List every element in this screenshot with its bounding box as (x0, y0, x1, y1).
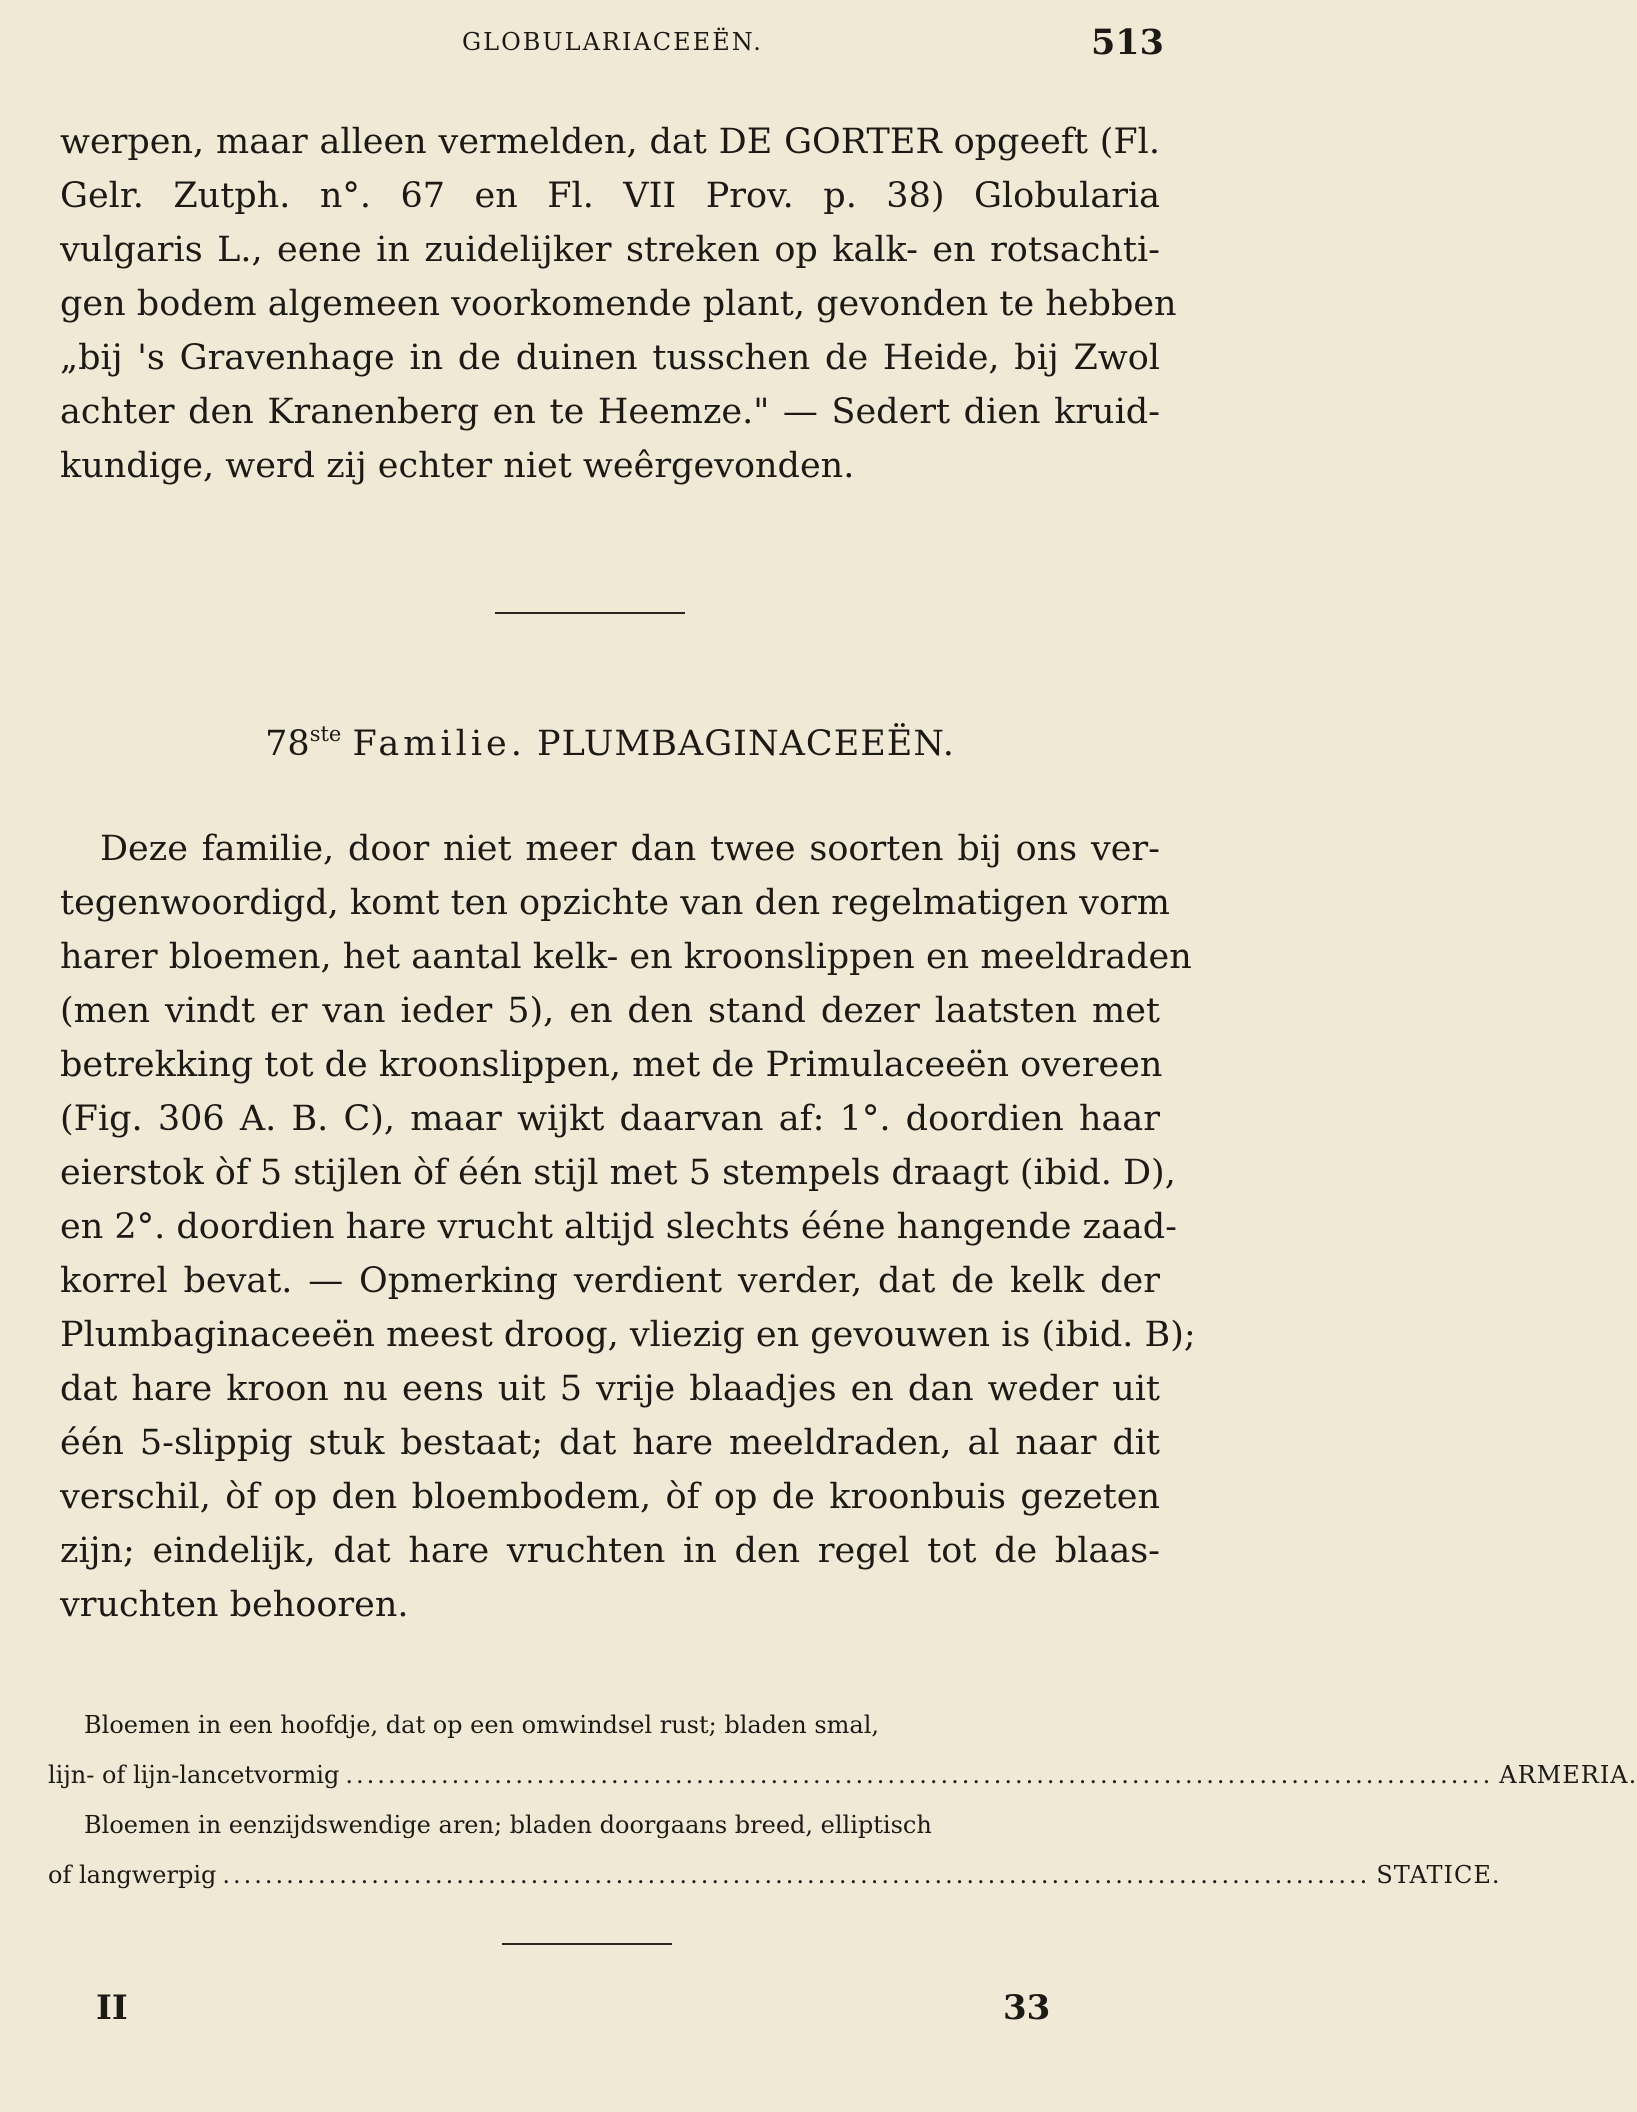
paragraph-line: achter den Kranenberg en te Heemze." — Sedert dien kruid- (60, 392, 1160, 432)
key-entry-statice-description: Bloemen in eenzijdswendige aren; bladen doorgaans breed, elliptisch (84, 1811, 932, 1839)
genus-key (48, 1700, 1637, 1900)
paragraph-line: zijn; eindelijk, dat hare vruchten in den regel tot de blaas- (60, 1531, 1160, 1571)
family-number: 78 (265, 724, 310, 764)
paragraph-globularia (60, 115, 1177, 493)
genus-armeria: ARMERIA. (1499, 1761, 1637, 1789)
dot-leader: ............................................................................................................ (345, 1761, 1494, 1789)
paragraph-line: eierstok òf 5 stijlen òf één stijl met 5 stempels draagt (ibid. D), (60, 1153, 1176, 1193)
paragraph-plumbaginaceae (60, 822, 1196, 1632)
key-entry-statice-continuation: of langwerpig (48, 1861, 217, 1889)
paragraph-line: vruchten behooren. (60, 1585, 409, 1625)
paragraph-line: (men vindt er van ieder 5), en den stand dezer laatsten met (60, 991, 1160, 1031)
paragraph-line: dat hare kroon nu eens uit 5 vrije blaadjes en dan weder uit (60, 1369, 1160, 1409)
key-entry-statice (48, 1850, 1501, 1900)
family-word: Familie. (352, 724, 526, 764)
key-entry-armeria (48, 1750, 1637, 1800)
paragraph-line: Deze familie, door niet meer dan twee soorten bij ons ver- (100, 829, 1160, 869)
key-entry-armeria-continuation: lijn- of lijn-lancetvormig (48, 1761, 340, 1789)
page-number: 513 (1090, 22, 1164, 63)
signature-mark: II (96, 1988, 128, 2028)
paragraph-line: korrel bevat. — Opmerking verdient verder, dat de kelk der (60, 1261, 1160, 1301)
paragraph-line: werpen, maar alleen vermelden, dat DE GORTER opgeeft (Fl. (60, 122, 1160, 162)
dot-leader: ............................................................................................................ (222, 1861, 1371, 1889)
paragraph-line: en 2°. doordien hare vrucht altijd slechts ééne hangende zaad- (60, 1207, 1177, 1247)
family-heading (60, 722, 1160, 764)
paragraph-line: vulgaris L., eene in zuidelijker streken op kalk- en rotsachti- (60, 230, 1160, 270)
paragraph-line: betrekking tot de kroonslippen, met de Primulaceeën overeen (60, 1045, 1163, 1085)
end-divider (502, 1943, 672, 1945)
family-ordinal: ste (309, 722, 342, 746)
section-divider (495, 612, 685, 614)
family-name: PLUMBAGINACEEËN. (537, 724, 955, 764)
paragraph-line: Gelr. Zutph. n°. 67 en Fl. VII Prov. p. 38) Globularia (60, 176, 1160, 216)
paragraph-line: „bij 's Gravenhage in de duinen tusschen de Heide, bij Zwol (60, 338, 1160, 378)
genus-statice: STATICE. (1376, 1861, 1501, 1889)
running-title: GLOBULARIACEEËN. (462, 28, 763, 56)
paragraph-line: harer bloemen, het aantal kelk- en kroonslippen en meeldraden (60, 937, 1192, 977)
paragraph-line: Plumbaginaceeën meest droog, vliezig en gevouwen is (ibid. B); (60, 1315, 1196, 1355)
paragraph-line: (Fig. 306 A. B. C), maar wijkt daarvan af: 1°. doordien haar (60, 1099, 1160, 1139)
running-head (0, 22, 1193, 72)
paragraph-line: verschil, òf op den bloembodem, òf op de kroonbuis gezeten (60, 1477, 1160, 1517)
key-entry-armeria-description: Bloemen in een hoofdje, dat op een omwindsel rust; bladen smal, (84, 1711, 880, 1739)
paragraph-line: gen bodem algemeen voorkomende plant, gevonden te hebben (60, 284, 1177, 324)
paragraph-line: één 5-slippig stuk bestaat; dat hare meeldraden, al naar dit (60, 1423, 1160, 1463)
paragraph-line: kundige, werd zij echter niet weêrgevonden. (60, 446, 855, 486)
paragraph-line: tegenwoordigd, komt ten opzichte van den regelmatigen vorm (60, 883, 1170, 923)
sheet-number: 33 (1003, 1988, 1051, 2028)
